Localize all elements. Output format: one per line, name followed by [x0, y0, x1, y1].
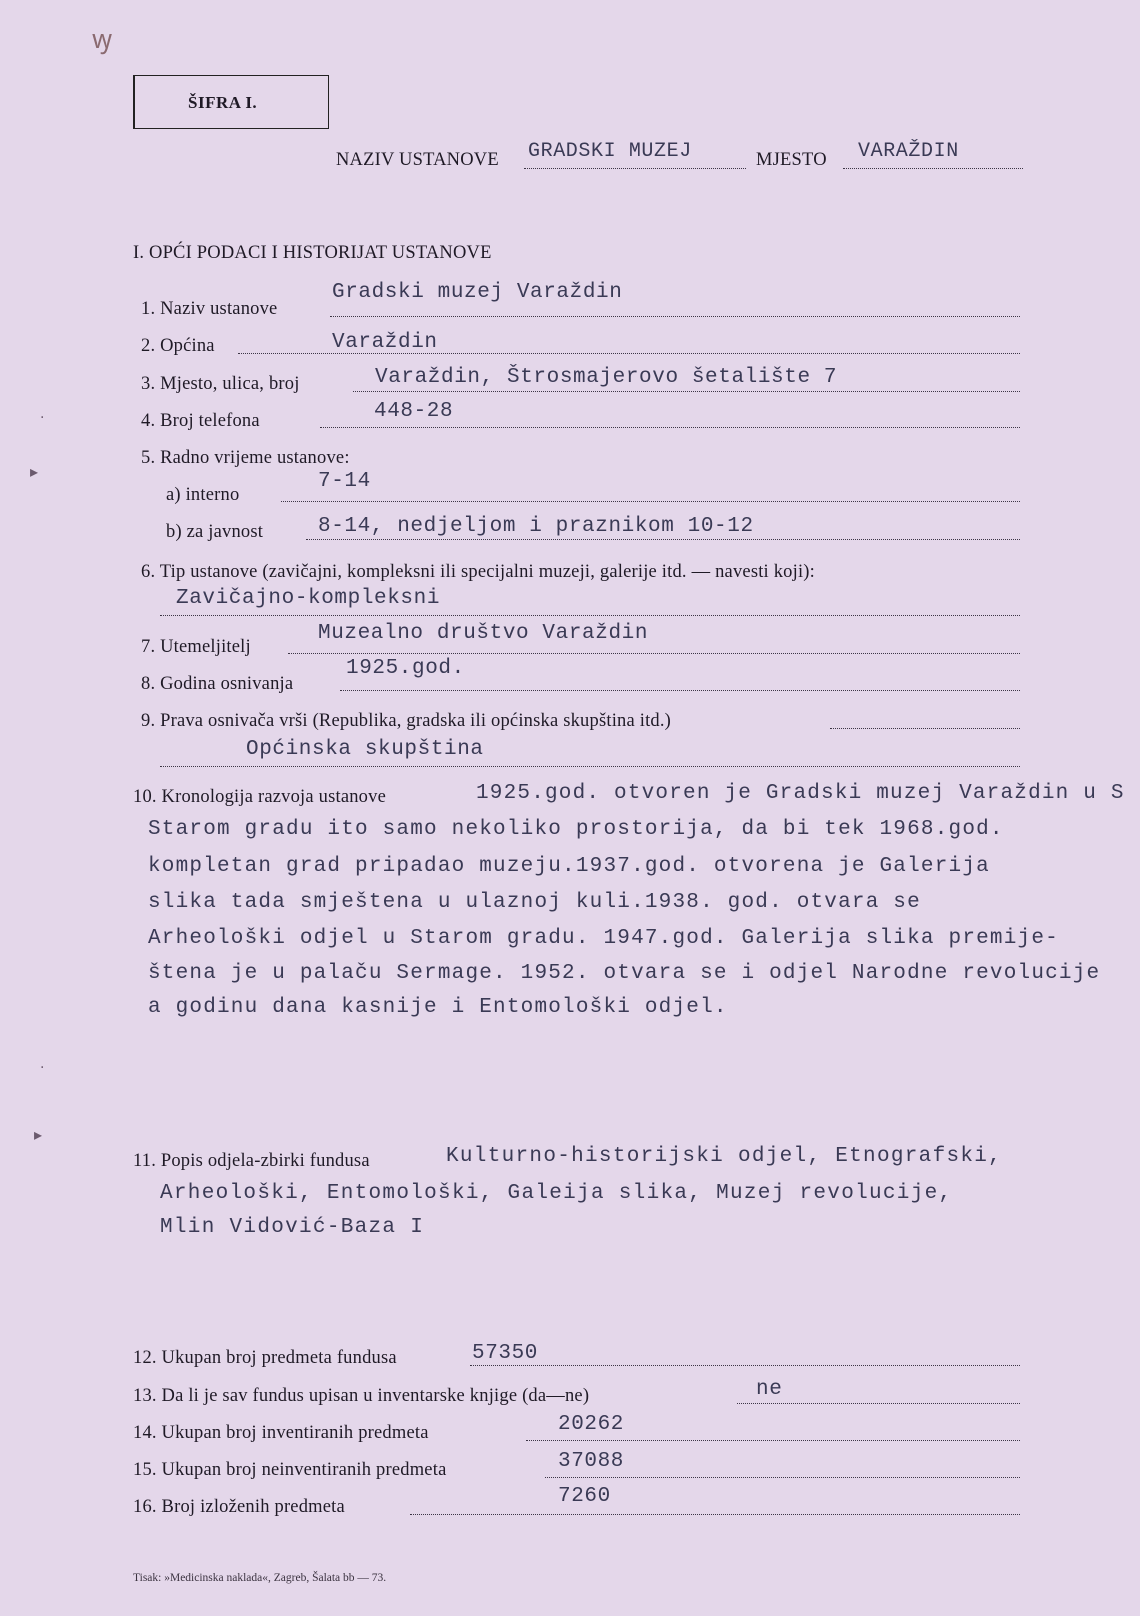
- field-11-label: 11. Popis odjela-zbirki fundusa: [133, 1151, 370, 1171]
- field-5-label: 5. Radno vrijeme ustanove:: [141, 448, 350, 468]
- field-5a-value: 7-14: [318, 470, 371, 493]
- field-14-label: 14. Ukupan broj inventiranih predmeta: [133, 1423, 429, 1443]
- field-14-value: 20262: [558, 1413, 625, 1436]
- field-12-label: 12. Ukupan broj predmeta fundusa: [133, 1348, 397, 1368]
- field-6-value: Zavičajno-kompleksni: [176, 587, 441, 610]
- field-15-value: 37088: [558, 1450, 625, 1473]
- punch-mark-icon: ▸: [30, 462, 39, 481]
- naziv-value: GRADSKI MUZEJ: [528, 140, 692, 163]
- code-box: [133, 75, 329, 129]
- field-5b-label: b) za javnost: [166, 522, 264, 542]
- printer-footer: Tisak: »Medicinska naklada«, Zagreb, Šalata bb — 73.: [133, 1572, 387, 1584]
- field-11-line: Kulturno-historijski odjel, Etnografski,: [446, 1145, 1003, 1168]
- field-10-line: 1925.god. otvoren je Gradski muzej Varaždin u S: [476, 782, 1125, 805]
- section-title: I. OPĆI PODACI I HISTORIJAT USTANOVE: [133, 243, 492, 263]
- pencil-scribble-icon: ꝡ: [92, 25, 113, 55]
- field-12-value: 57350: [472, 1342, 539, 1365]
- field-10-line: a godinu dana kasnije i Entomološki odjel.: [148, 996, 728, 1019]
- field-13-value: ne: [756, 1378, 783, 1401]
- field-16-value: 7260: [558, 1485, 611, 1508]
- field-8-label: 8. Godina osnivanja: [141, 674, 294, 694]
- field-2-label: 2. Općina: [141, 336, 215, 356]
- field-10-line: slika tada smještena u ulaznoj kuli.1938. god. otvara se: [148, 891, 921, 914]
- field-11-line: Arheološki, Entomološki, Galeija slika, Muzej revolucije,: [160, 1182, 953, 1205]
- code-label: ŠIFRA I.: [188, 93, 258, 112]
- field-10-line: kompletan grad pripadao muzeju.1937.god. otvorena je Galerija: [148, 855, 990, 878]
- field-10-line: Arheološki odjel u Starom gradu. 1947.god. Galerija slika premije-: [148, 927, 1059, 950]
- field-11-line: Mlin Vidović-Baza I: [160, 1216, 425, 1239]
- field-4-label: 4. Broj telefona: [141, 411, 260, 431]
- field-10-line: Starom gradu ito samo nekoliko prostorija, da bi tek 1968.god.: [148, 818, 1004, 841]
- naziv-label: NAZIV USTANOVE: [336, 150, 499, 170]
- field-6-label: 6. Tip ustanove (zavičajni, kompleksni ili specijalni muzeji, galerije itd. — navesti koji):: [141, 562, 816, 582]
- punch-mark-icon: ·: [40, 1060, 45, 1076]
- field-9-label: 9. Prava osnivača vrši (Republika, gradska ili općinska skupština itd.): [141, 711, 672, 731]
- field-5b-value: 8-14, nedjeljom i praznikom 10-12: [318, 515, 754, 538]
- field-2-value: Varaždin: [332, 331, 438, 354]
- field-10-label: 10. Kronologija razvoja ustanove: [133, 787, 386, 807]
- field-8-value: 1925.god.: [346, 657, 465, 680]
- field-7-value: Muzealno društvo Varaždin: [318, 622, 649, 645]
- field-5a-label: a) interno: [166, 485, 240, 505]
- field-1-label: 1. Naziv ustanove: [141, 299, 278, 319]
- field-13-label: 13. Da li je sav fundus upisan u inventarske knjige (da—ne): [133, 1386, 590, 1406]
- field-3-value: Varaždin, Štrosmajerovo šetalište 7: [375, 366, 838, 389]
- field-4-value: 448-28: [374, 400, 454, 423]
- punch-mark-icon: ·: [40, 410, 45, 426]
- field-7-label: 7. Utemeljitelj: [141, 637, 251, 657]
- field-9-value: Općinska skupština: [246, 738, 484, 761]
- mjesto-value: VARAŽDIN: [858, 140, 959, 163]
- field-3-label: 3. Mjesto, ulica, broj: [141, 374, 300, 394]
- field-16-label: 16. Broj izloženih predmeta: [133, 1497, 345, 1517]
- punch-mark-icon: ▸: [34, 1125, 43, 1144]
- field-15-label: 15. Ukupan broj neinventiranih predmeta: [133, 1460, 447, 1480]
- mjesto-label: MJESTO: [756, 150, 827, 170]
- field-10-line: štena je u palaču Sermage. 1952. otvara se i odjel Narodne revolucije: [148, 962, 1101, 985]
- field-1-value: Gradski muzej Varaždin: [332, 281, 623, 304]
